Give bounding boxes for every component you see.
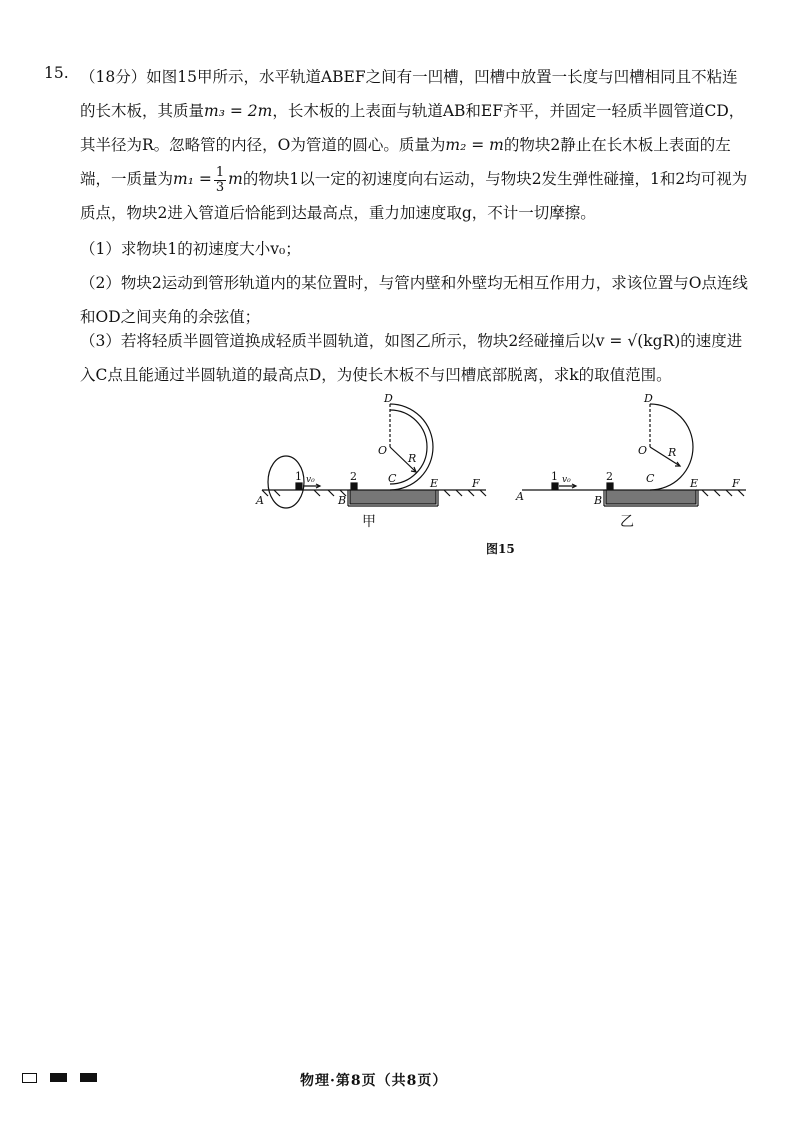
figure-yi <box>522 404 746 506</box>
intro-part-b: ，长木板的上表面与轨道AB和EF齐平，并固定一轻质半圆管道CD，其半径为R。忽略管的内径，O为管道的圆心。质量为 <box>80 102 745 154</box>
sub-question-1: （1）求物块1的初速度大小v₀； <box>80 240 301 258</box>
mass-m3: m₃ = 2m <box>204 102 273 120</box>
figure-caption: 图15 <box>486 542 515 556</box>
mass-m1-suffix: m <box>228 170 243 188</box>
label-block-1-yi: 1 <box>551 470 558 483</box>
page-footer: 物理·第8页（共8页） <box>300 1073 448 1089</box>
label-block-2: 2 <box>350 470 357 483</box>
figure-15 <box>250 392 760 552</box>
label-f-yi: F <box>732 477 740 490</box>
page-marker-outline <box>22 1073 37 1083</box>
sub-question-2: （2）物块2运动到管形轨道内的某位置时，与管内壁和外壁均无相互作用力，求该位置与O点连线和OD之间夹角的余弦值； <box>80 274 748 326</box>
label-c-yi: C <box>646 472 655 485</box>
label-r-yi: R <box>668 446 677 459</box>
page-marker-filled <box>80 1073 97 1082</box>
block-1-yi <box>552 483 558 489</box>
label-jia: 甲 <box>362 514 376 530</box>
label-a-yi: A <box>516 490 524 503</box>
label-b-yi: B <box>594 494 603 507</box>
label-v0: v₀ <box>306 475 315 485</box>
label-block-1: 1 <box>295 470 302 483</box>
label-f: F <box>472 477 480 490</box>
label-d: D <box>384 392 393 405</box>
label-o: O <box>378 444 388 457</box>
label-e: E <box>430 477 439 490</box>
label-v0-yi: v₀ <box>562 475 571 485</box>
label-block-2-yi: 2 <box>606 470 613 483</box>
block-2 <box>351 483 357 489</box>
fraction-one-third: $\frac{1}{3}$ <box>215 164 225 195</box>
label-d-yi: D <box>644 392 653 405</box>
label-yi: 乙 <box>620 514 634 530</box>
question-intro <box>80 60 752 230</box>
label-b: B <box>338 494 347 507</box>
intro-part-a: 如图15甲所示，水平轨道ABEF之间有一凹槽，凹槽中放置一长度与凹槽相同且不粘连的长木板，其质量 <box>80 68 738 120</box>
label-c: C <box>388 472 397 485</box>
long-board-yi <box>606 490 696 504</box>
label-o-yi: O <box>638 444 648 457</box>
intro-part-c: 的物块2静止在长木板上表面的左端，一质量为 <box>80 136 731 188</box>
question-score: （18分） <box>80 68 147 86</box>
mass-m1-prefix: m₁ = <box>173 170 212 188</box>
intro-part-d: 的物块1以一定的初速度向右运动，与物块2发生弹性碰撞，1和2均可视为质点，物块2进入管道后恰能到达最高点，重力加速度取g，不计一切摩擦。 <box>80 170 748 222</box>
block-1 <box>296 483 302 489</box>
mass-m2: m₂ = m <box>445 136 504 154</box>
long-board <box>350 490 436 504</box>
page-marker-filled <box>50 1073 67 1082</box>
question-number: 15. <box>44 64 69 82</box>
figure-jia <box>262 404 486 508</box>
label-r: R <box>408 452 417 465</box>
sub-question-3: （3）若将轻质半圆管道换成轻质半圆轨道，如图乙所示，物块2经碰撞后以v = √(kgR)的速度进入C点且能通过半圆轨道的最高点D，为使长木板不与凹槽底部脱离，求k的取值范围。 <box>80 332 743 384</box>
label-e-yi: E <box>690 477 699 490</box>
label-a: A <box>256 494 264 507</box>
block-2-yi <box>607 483 613 489</box>
